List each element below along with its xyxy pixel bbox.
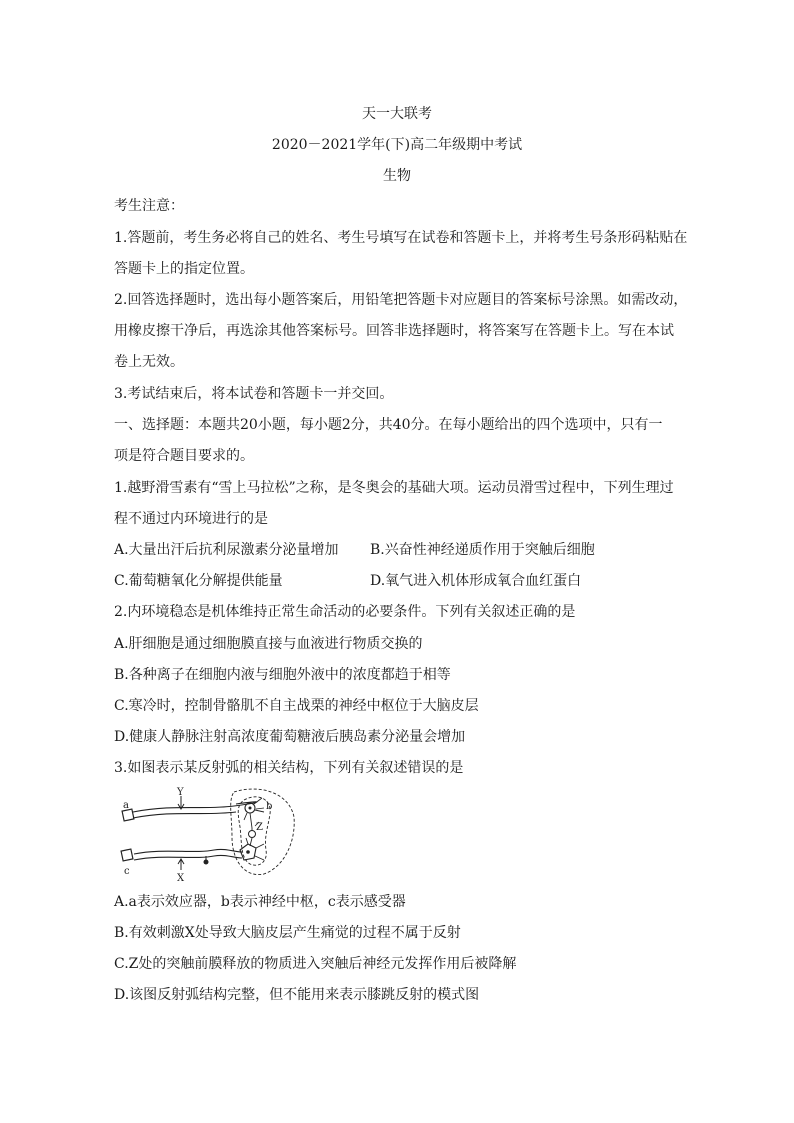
label-z: Z [256, 822, 263, 833]
question-2-option-a: A.肝细胞是通过细胞膜直接与血液进行物质交换的 [114, 636, 423, 652]
notice-item-1: 1.答题前，考生务必将自己的姓名、考生号填写在试卷和答题卡上，并将考生号条形码粘贴在 [114, 230, 688, 246]
question-1-option-a: A.大量出汗后抗利尿激素分泌量增加 [114, 542, 339, 558]
question-2-option-b: B.各种离子在细胞内液与细胞外液中的浓度都趋于相等 [114, 667, 451, 683]
lower-neuron-nucleus [246, 850, 250, 854]
label-b: b [266, 801, 273, 812]
label-c: c [124, 866, 130, 877]
label-a: a [123, 800, 129, 811]
upper-neuron-nucleus [249, 807, 252, 810]
ganglion-dot [204, 860, 209, 865]
lower-nerve-fiber-lower-edge [134, 855, 242, 860]
question-1-stem-cont: 程不通过内环境进行的是 [114, 511, 268, 527]
subject-title: 生物 [383, 168, 411, 184]
receptor-square [121, 849, 133, 861]
question-3-option-a: A.a表示效应器，b表示神经中枢，c表示感受器 [114, 894, 406, 910]
notice-title: 考生注意： [114, 198, 184, 214]
notice-item-2-cont: 用橡皮擦干净后，再选涂其他答案标号。回答非选择题时，将答案写在答题卡上。写在本试 [114, 323, 674, 339]
question-2-option-d: D.健康人静脉注射高浓度葡萄糖液后胰岛素分泌量会增加 [114, 729, 466, 745]
question-1-option-c: C.葡萄糖氧化分解提供能量 [114, 573, 283, 589]
question-1-stem: 1.越野滑雪素有“雪上马拉松”之称，是冬奥会的基础大项。运动员滑雪过程中，下列生理过 [114, 480, 674, 496]
section-heading-cont: 项是符合题目要求的。 [114, 448, 254, 464]
notice-item-1-cont: 答题卡上的指定位置。 [114, 261, 254, 277]
notice-item-2: 2.回答选择题时，选出每小题答案后，用铅笔把答题卡对应题目的答案标号涂黑。如需改动， [114, 292, 688, 308]
notice-item-2-cont2: 卷上无效。 [114, 354, 184, 370]
question-3-stem: 3.如图表示某反射弧的相关结构，下列有关叙述错误的是 [114, 760, 464, 776]
org-title: 天一大联考 [362, 106, 432, 122]
lower-neuron-dendrites [246, 838, 264, 860]
reflex-arc-figure [114, 782, 304, 882]
lower-nerve-fiber [134, 849, 242, 854]
interneuron-body [249, 831, 256, 838]
label-y: Y [177, 787, 184, 798]
b-pointer [256, 808, 264, 809]
question-3-option-d: D.该图反射弧结构完整，但不能用来表示膝跳反射的模式图 [114, 987, 480, 1003]
question-2-option-c: C.寒冷时，控制骨骼肌不自主战栗的神经中枢位于大脑皮层 [114, 698, 479, 714]
question-2-stem: 2.内环境稳态是机体维持正常生命活动的必要条件。下列有关叙述正确的是 [114, 604, 576, 620]
question-3-option-c: C.Z处的突触前膜释放的物质进入突触后神经元发挥作用后被降解 [114, 956, 517, 972]
exam-title: 2020－2021学年(下)高二年级期中考试 [271, 137, 523, 153]
section-heading: 一、选择题：本题共20小题，每小题2分，共40分。在每小题给出的四个选项中，只有一 [114, 417, 663, 433]
question-3-option-b: B.有效刺激X处导致大脑皮层产生痛觉的过程不属于反射 [114, 925, 461, 941]
label-x: X [177, 873, 185, 882]
upper-nerve-fiber-lower-edge [133, 812, 236, 818]
question-1-option-b: B.兴奋性神经递质作用于突触后细胞 [370, 542, 595, 558]
question-1-option-d: D.氧气进入机体形成氧合血红蛋白 [370, 573, 582, 589]
notice-item-3: 3.考试结束后，将本试卷和答题卡一并交回。 [114, 386, 394, 402]
